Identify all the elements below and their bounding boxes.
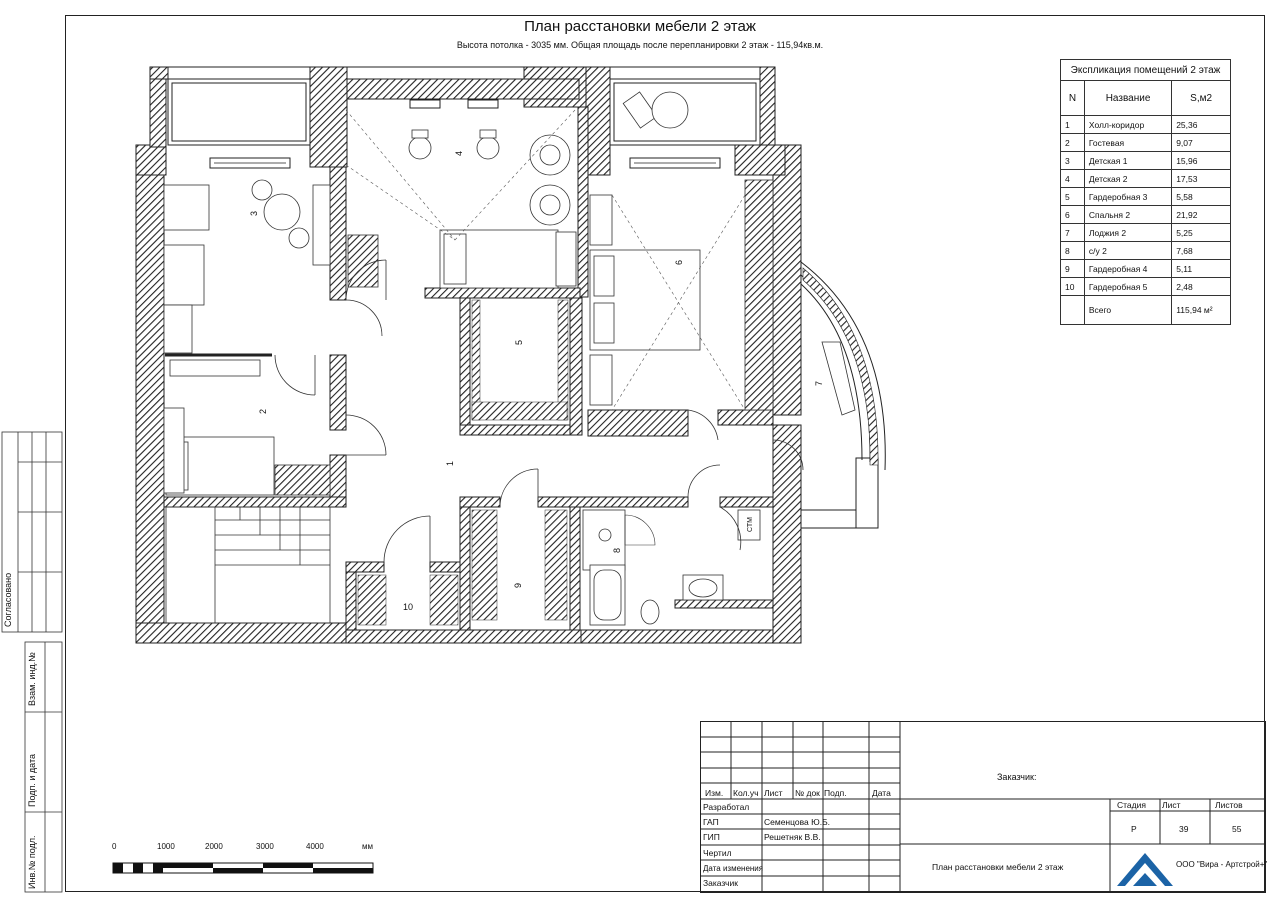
explication-row (1061, 116, 1231, 134)
explication-cell-n: 9 (1061, 260, 1085, 278)
col-name: Название (1084, 81, 1171, 116)
fixture-label: СТМ (747, 517, 754, 532)
room-number-1: 1 (445, 460, 455, 466)
room-number-6: 6 (674, 259, 684, 265)
explication-cell-area: 25,36 (1172, 116, 1231, 134)
stamp-sheets-value: 55 (1232, 824, 1242, 834)
explication-cell-n: 1 (1061, 116, 1085, 134)
stamp-col-date: Дата (872, 788, 891, 798)
scale-tick-4000: 4000 (306, 842, 324, 851)
explication-cell-name: Гардеробная 4 (1084, 260, 1171, 278)
stamp-col-sign: Подп. (824, 788, 847, 798)
stamp-sheet-label: Лист (1162, 800, 1181, 810)
room-number-2: 2 (258, 408, 268, 414)
explication-row (1061, 278, 1231, 296)
explication-row (1061, 242, 1231, 260)
stamp-name-gap: Семенцова Ю.Б. (764, 817, 831, 827)
side-label-inventory: Инв.№ подл. (27, 835, 37, 889)
company-logo-icon (1117, 853, 1173, 886)
explication-row (1061, 134, 1231, 152)
room-number-4: 4 (454, 150, 464, 156)
explication-row (1061, 224, 1231, 242)
scale-tick-3000: 3000 (256, 842, 274, 851)
stamp-role-drawn: Чертил (703, 848, 732, 858)
stamp-customer-label: Заказчик: (997, 772, 1037, 782)
explication-row (1061, 152, 1231, 170)
side-label-approved: Согласовано (3, 572, 13, 627)
stamp-role-gip: ГИП (703, 832, 720, 842)
room-number-3: 3 (249, 210, 259, 216)
scale-tick-1000: 1000 (157, 842, 175, 851)
stamp-col-list: Лист (764, 788, 783, 798)
explication-rows (1061, 116, 1231, 296)
scale-unit: мм (362, 842, 373, 851)
stamp-sheets-label: Листов (1215, 800, 1243, 810)
col-area: S,м2 (1172, 81, 1231, 116)
col-n: N (1061, 81, 1085, 116)
room-number-5: 5 (514, 339, 524, 345)
stamp-role-customer: Заказчик (703, 878, 738, 888)
stamp-company: ООО "Вира - Артстрой+" (1176, 860, 1268, 869)
explication-cell-name: Холл-коридор (1084, 116, 1171, 134)
explication-cell-n: 4 (1061, 170, 1085, 188)
room-number-8: 8 (612, 547, 622, 553)
explication-cell-name: с/у 2 (1084, 242, 1171, 260)
explication-row (1061, 188, 1231, 206)
explication-cell-n: 3 (1061, 152, 1085, 170)
stamp-sheet-value: 39 (1179, 824, 1189, 834)
explication-row (1061, 206, 1231, 224)
explication-cell-n: 5 (1061, 188, 1085, 206)
explication-cell-name: Гостевая (1084, 134, 1171, 152)
side-label-replace: Взам. инд.№ (27, 652, 37, 706)
stamp-name-gip: Решетняк В.В. (764, 832, 821, 842)
stamp-stage-label: Стадия (1117, 800, 1146, 810)
explication-row (1061, 260, 1231, 278)
explication-cell-name: Гардеробная 5 (1084, 278, 1171, 296)
scale-tick-0: 0 (112, 842, 117, 851)
explication-cell-area: 21,92 (1172, 206, 1231, 224)
stamp-col-kolich: Кол.уч (733, 788, 759, 798)
explication-cell-name: Детская 1 (1084, 152, 1171, 170)
explication-cell-area: 5,25 (1172, 224, 1231, 242)
room-number-7: 7 (814, 380, 824, 386)
explication-cell-n: 10 (1061, 278, 1085, 296)
room-number-9: 9 (513, 582, 523, 588)
room-number-10: 10 (403, 602, 414, 612)
explication-cell-n: 8 (1061, 242, 1085, 260)
stamp-role-gap: ГАП (703, 817, 719, 827)
explication-cell-name: Детская 2 (1084, 170, 1171, 188)
scale-bar (110, 860, 380, 876)
explication-cell-name: Лоджия 2 (1084, 224, 1171, 242)
stamp-drawing-title: План расстановки мебели 2 этаж (932, 862, 1064, 872)
explication-cell-name: Гардеробная 3 (1084, 188, 1171, 206)
explication-cell-name: Спальня 2 (1084, 206, 1171, 224)
explication-cell-area: 15,96 (1172, 152, 1231, 170)
explication-caption: Экспликация помещений 2 этаж (1061, 60, 1231, 81)
stamp-col-izm: Изм. (705, 788, 724, 798)
total-value: 115,94 м² (1172, 296, 1231, 325)
explication-cell-area: 17,53 (1172, 170, 1231, 188)
explication-cell-area: 7,68 (1172, 242, 1231, 260)
explication-cell-n: 6 (1061, 206, 1085, 224)
explication-row (1061, 170, 1231, 188)
total-label: Всего (1084, 296, 1171, 325)
drawing-subtitle: Высота потолка - 3035 мм. Общая площадь после перепланировки 2 этаж - 115,94кв.м. (456, 40, 824, 50)
explication-cell-n: 7 (1061, 224, 1085, 242)
explication-cell-n: 2 (1061, 134, 1085, 152)
explication-cell-area: 9,07 (1172, 134, 1231, 152)
explication-cell-area: 5,11 (1172, 260, 1231, 278)
explication-cell-area: 2,48 (1172, 278, 1231, 296)
stamp-role-change-date: Дата изменения (703, 864, 764, 873)
side-label-signature: Подп. и дата (27, 753, 37, 807)
stamp-stage-value: Р (1131, 824, 1137, 834)
scale-tick-2000: 2000 (205, 842, 223, 851)
explication-table (1060, 59, 1231, 325)
explication-cell-area: 5,58 (1172, 188, 1231, 206)
drawing-title: План расстановки мебели 2 этаж (524, 18, 756, 35)
stamp-col-doc: № док (795, 788, 820, 798)
stamp-role-developed: Разработал (703, 802, 750, 812)
